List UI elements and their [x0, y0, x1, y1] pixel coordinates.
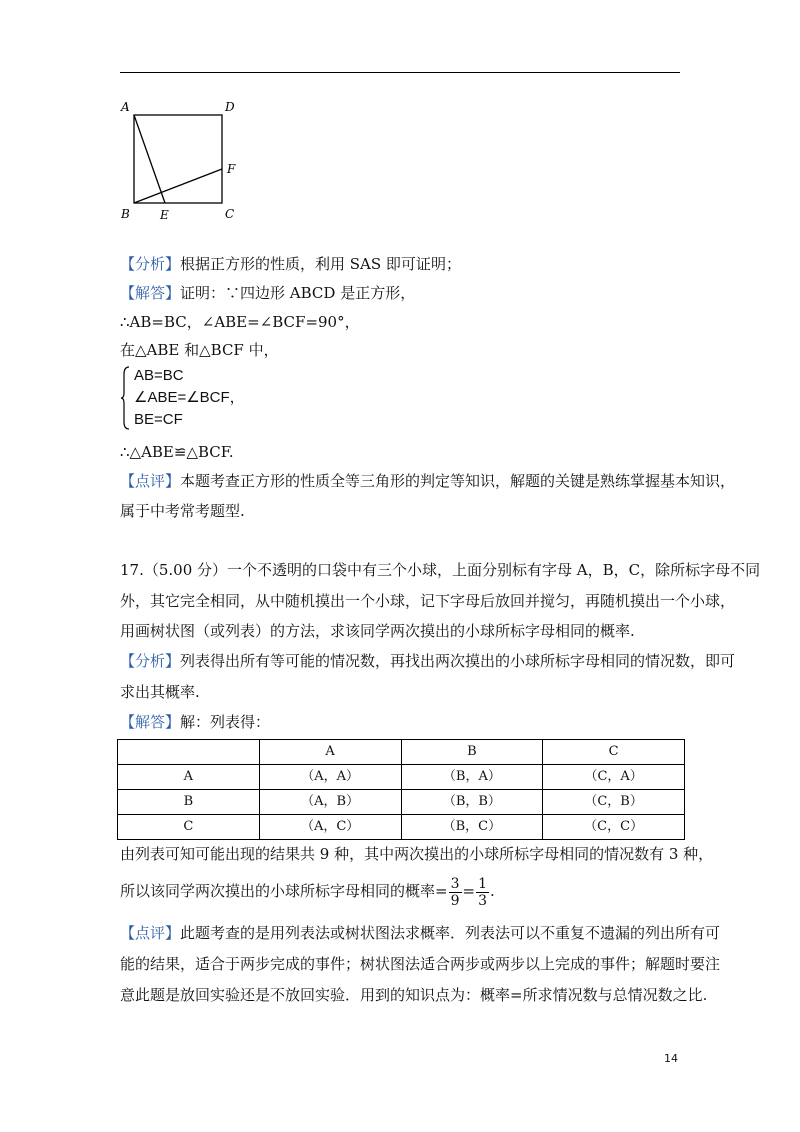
table-cell: A — [259, 740, 401, 765]
fraction-3-9 — [449, 876, 462, 909]
fraction-numerator: 1 — [478, 875, 487, 892]
outcome-table — [117, 739, 685, 840]
q16-analysis — [120, 253, 690, 275]
q17-comment-2: 能的结果，适合于两步完成的事件；树状图法适合两步或两步以上完成的事件；解题时要注 — [120, 955, 721, 973]
table-cell: （B，B） — [401, 790, 543, 815]
q17-analysis — [120, 650, 736, 672]
square-abcd — [134, 115, 222, 203]
label-e: E — [160, 208, 169, 222]
q17-result-1: 由列表可知可能出现的结果共 9 种，其中两次摸出的小球所标字母相同的情况数有 3 种， — [120, 845, 714, 863]
table-cell: （A，B） — [259, 790, 401, 815]
table-cell: A — [118, 765, 260, 790]
q16-line1: ∴AB=BC，∠ABE=∠BCF=90°， — [120, 313, 360, 331]
fraction-numerator: 3 — [450, 875, 460, 892]
table-cell: B — [118, 790, 260, 815]
label-d: D — [225, 100, 235, 114]
fraction-denominator: 9 — [450, 892, 460, 909]
answer-tag: 【解答】 — [120, 713, 181, 731]
table-header-row — [118, 740, 685, 765]
answer-text: 解：列表得： — [180, 713, 271, 731]
system-row-2: ∠ABE=∠BCF， — [134, 389, 245, 406]
table-cell: （C，A） — [543, 765, 685, 790]
q17-question-2: 外，其它完全相同，从中随机摸出一个小球，记下字母后放回并搅匀，再随机摸出一个小球， — [120, 592, 736, 610]
table-cell: C — [118, 815, 260, 840]
fraction-1-3 — [476, 876, 489, 909]
table-cell: （A，A） — [259, 765, 401, 790]
segment-bf — [134, 169, 222, 203]
table-cell: （C，C） — [543, 815, 685, 840]
comment-text: 本题考查正方形的性质全等三角形的判定等知识，解题的关键是熟练掌握基本知识， — [180, 472, 736, 490]
q17-question-3: 用画树状图（或列表）的方法，求该同学两次摸出的小球所标字母相同的概率. — [120, 622, 635, 640]
q17-comment — [120, 922, 721, 944]
table-row — [118, 765, 685, 790]
q17-question-1: 17.（5.00 分）一个不透明的口袋中有三个小球，上面分别标有字母 A，B，C，除所标字母不同 — [120, 561, 761, 579]
comment-tag: 【点评】 — [120, 472, 181, 490]
result-period: . — [490, 882, 495, 900]
label-b: B — [121, 207, 130, 221]
q17-analysis-2: 求出其概率. — [120, 683, 200, 701]
answer-text: 证明：∵四边形 ABCD 是正方形， — [180, 284, 416, 302]
table-cell — [118, 740, 260, 765]
q16-comment-2: 属于中考常考题型. — [120, 502, 245, 520]
analysis-tag: 【分析】 — [120, 652, 181, 670]
q16-line3: ∴△ABE≌△BCF. — [120, 443, 234, 461]
square-figure — [118, 96, 248, 224]
comment-tag: 【点评】 — [120, 924, 181, 942]
answer-tag: 【解答】 — [120, 284, 181, 302]
q16-comment — [120, 470, 736, 492]
table-cell: C — [543, 740, 685, 765]
system-row-1: AB=BC — [134, 367, 184, 384]
table-cell: （C，B） — [543, 790, 685, 815]
q16-answer — [120, 282, 690, 304]
analysis-text: 列表得出所有等可能的情况数，再找出两次摸出的小球所标字母相同的情况数，即可 — [180, 652, 736, 670]
label-f: F — [227, 162, 236, 176]
fraction-denominator: 3 — [478, 892, 487, 909]
brace-icon — [120, 366, 130, 430]
analysis-tag: 【分析】 — [120, 255, 181, 273]
q17-result-2 — [120, 874, 690, 909]
label-a: A — [121, 100, 130, 114]
header-rule — [120, 72, 680, 73]
segment-ae — [134, 115, 165, 203]
comment-text: 此题考查的是用列表法或树状图法求概率．列表法可以不重复不遗漏的列出所有可 — [180, 924, 721, 942]
result-prefix: 所以该同学两次摸出的小球所标字母相同的概率= — [120, 882, 448, 900]
table-row — [118, 815, 685, 840]
q16-line2: 在△ABE 和△BCF 中， — [120, 341, 279, 359]
q17-comment-3: 意此题是放回实验还是不放回实验．用到的知识点为：概率=所求情况数与总情况数之比. — [120, 986, 708, 1004]
analysis-text: 根据正方形的性质，利用 SAS 即可证明； — [180, 255, 461, 273]
q17-answer — [120, 711, 690, 733]
table-cell: B — [401, 740, 543, 765]
table-row — [118, 790, 685, 815]
system-row-3: BE=CF — [134, 411, 183, 428]
table-cell: （A，C） — [259, 815, 401, 840]
page-number: 14 — [664, 1052, 678, 1065]
table-cell: （B，C） — [401, 815, 543, 840]
label-c: C — [225, 207, 235, 221]
table-cell: （B，A） — [401, 765, 543, 790]
equals-sign: = — [462, 882, 476, 900]
